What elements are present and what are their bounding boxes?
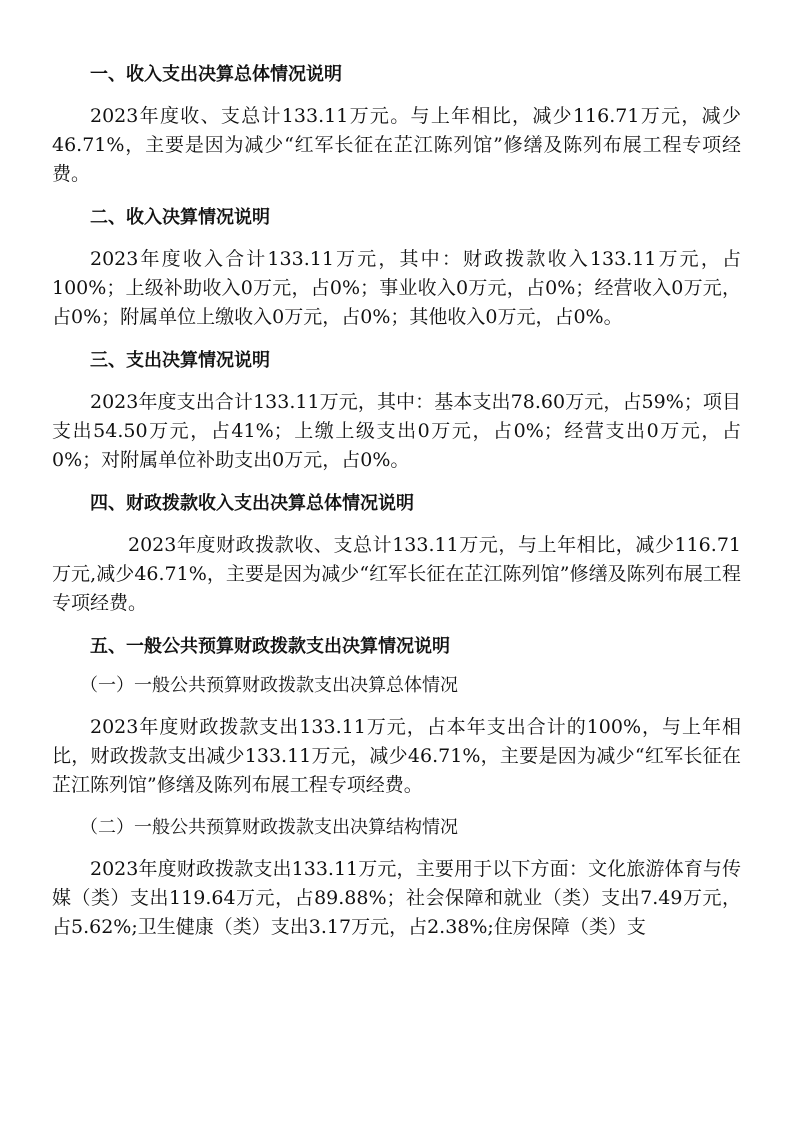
section-heading-3: 三、支出决算情况说明 [90,350,270,371]
subsection-paragraph-2: 2023年度财政拨款支出133.11万元，主要用于以下方面：文化旅游体育与传媒（类）支出119.64万元，占89.88%；社会保障和就业（类）支出7.49万元，占5.62%;卫生健康（类）支出3.17万元，占2.38%;住房保障（类）支 [52,858,741,938]
subsection-paragraph-1: 2023年度财政拨款支出133.11万元，占本年支出合计的100%，与上年相比，财政拨款支出减少133.11万元，减少46.71%，主要是因为减少“红军长征在芷江陈列馆”修缮及陈列布展工程专项经费。 [52,716,741,796]
section-paragraph-3: 2023年度支出合计133.11万元，其中：基本支出78.60万元，占59%；项目支出54.50万元，占41%；上缴上级支出0万元，占0%；经营支出0万元，占0%；对附属单位补助支出0万元，占0%。 [52,391,741,471]
section-heading-2: 二、收入决算情况说明 [90,207,270,228]
section-paragraph-2: 2023年度收入合计133.11万元，其中：财政拨款收入133.11万元，占100%；上级补助收入0万元，占0%；事业收入0万元，占0%；经营收入0万元，占0%；附属单位上缴收入0万元，占0%；其他收入0万元，占0%。 [52,248,741,328]
subsection-title-2: （二）一般公共预算财政拨款支出决算结构情况 [80,817,458,838]
section-paragraph-4: 2023年度财政拨款收、支总计133.11万元，与上年相比，减少116.71万元,减少46.71%，主要是因为减少“红军长征在芷江陈列馆”修缮及陈列布展工程专项经费。 [52,534,741,614]
section-heading-5: 五、一般公共预算财政拨款支出决算情况说明 [90,636,450,657]
section-heading-1: 一、收入支出决算总体情况说明 [90,64,342,85]
section-heading-4: 四、财政拨款收入支出决算总体情况说明 [90,493,414,514]
section-paragraph-1: 2023年度收、支总计133.11万元。与上年相比，减少116.71万元，减少46.71%，主要是因为减少“红军长征在芷江陈列馆”修缮及陈列布展工程专项经费。 [52,105,741,185]
subsection-title-1: （一）一般公共预算财政拨款支出决算总体情况 [80,675,458,696]
